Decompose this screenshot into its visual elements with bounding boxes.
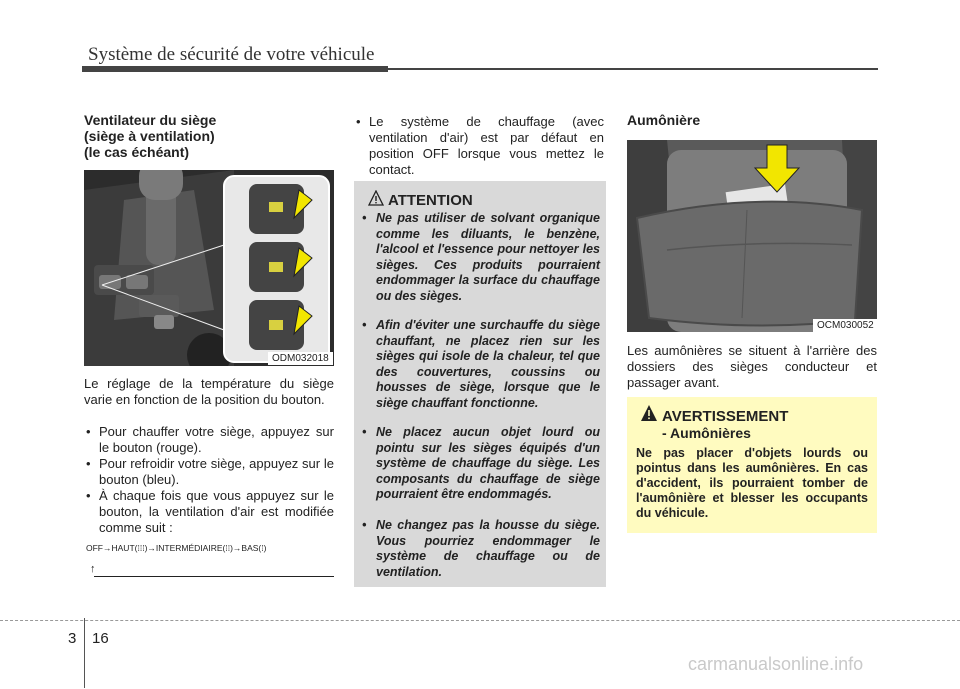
pocket-paragraph: Les aumônières se situent à l'arrière des dossiers des sièges conducteur et passager avant. (627, 343, 877, 390)
warning-text: Ne pas placer d'objets lourds ou pointus dans les aumônières. En cas d'accident, ils pourraient tomber de l'aumônière et blesser les occupants du véhicule. (636, 446, 868, 520)
heading-line: Ventilateur du siège (84, 112, 217, 128)
bullet-dot: • (362, 518, 367, 532)
warning-triangle-icon (640, 404, 658, 422)
bullet-dot: • (86, 424, 91, 439)
heading-line: (siège à ventilation) (84, 128, 215, 144)
bullet-dot: • (86, 456, 91, 471)
three-level-icon: ⁞⁞⁞ (137, 543, 145, 553)
intro-paragraph: Le réglage de la température du siège varie en fonction de la position du bouton. (84, 376, 334, 407)
photo-caption: ODM032018 (268, 352, 333, 365)
footer-dashed-rule (0, 620, 960, 622)
page-number-divider (84, 618, 85, 688)
one-level-icon: ⁞ (261, 543, 264, 553)
seat-pocket-photo (627, 140, 877, 332)
bullet-dot: • (362, 318, 367, 332)
bullet-item: • Pour chauffer votre siège, appuyez sur le bouton (rouge). (86, 424, 334, 455)
sequence-return-line (94, 576, 334, 577)
warning-title: AVERTISSEMENT (662, 408, 789, 425)
bullet-dot: • (362, 211, 367, 225)
caution-triangle-icon (368, 190, 384, 206)
bullet-dot: • (362, 425, 367, 439)
bullet-item: • À chaque fois que vous appuyez sur le bouton, la ventilation d'air est modifiée comme suit : (86, 488, 334, 535)
warning-subtitle: - Aumônières (662, 425, 751, 441)
return-arrow-icon: ↑ (90, 563, 96, 575)
heading-line: (le cas échéant) (84, 144, 190, 160)
attention-item: • Ne pas utiliser de solvant organique comme les diluants, le benzène, l'alcool et l'essence pour nettoyer les sièges. Ces produits pourraient endommager la surface du chauffage ou des sièges. (362, 211, 600, 303)
console-illustration (84, 170, 334, 366)
chapter-number: 3 (68, 630, 77, 647)
page-number: 16 (92, 630, 109, 647)
bullet-dot: • (86, 488, 91, 503)
two-level-icon: ⁞⁞ (225, 543, 231, 553)
bullet-dot: • (356, 114, 361, 129)
section-heading-aumoniere: Aumônière (627, 112, 701, 128)
seat-pocket-illustration (627, 140, 877, 332)
console-photo (84, 170, 334, 366)
bullet-item: • Le système de chauffage (avec ventilation d'air) est par défaut en position OFF lorsque vous mettez le contact. (356, 114, 604, 177)
bullet-item: • Pour refroidir votre siège, appuyez sur le bouton (bleu). (86, 456, 334, 487)
page-header-title: Système de sécurité de votre véhicule (88, 44, 375, 65)
attention-title: ATTENTION (388, 192, 473, 209)
ventilation-sequence: OFF→HAUT(⁞⁞⁞)→INTERMÉDIAIRE(⁞⁞)→BAS(⁞) (86, 543, 267, 553)
photo-caption: OCM030052 (813, 319, 878, 332)
header-rule-accent (82, 66, 388, 72)
watermark: carmanualsonline.info (688, 654, 864, 674)
attention-item: • Afin d'éviter une surchauffe du siège chauffant, ne placez rien sur les sièges qui isole de la chaleur, tel que des couvertures, coussins ou housses de siège, lorsque que le siège chauffant fonctionne. (362, 318, 600, 410)
attention-item: • Ne placez aucun objet lourd ou pointu sur les sièges équipés d'un système de chauffage du siège. Les composants du chauffage de siège pourraient être endommagés. (362, 425, 600, 501)
attention-item: • Ne changez pas la housse du siège. Vous pourriez endommager le système de chauffage ou de ventilation. (362, 518, 600, 579)
section-heading-ventilation (84, 112, 216, 160)
